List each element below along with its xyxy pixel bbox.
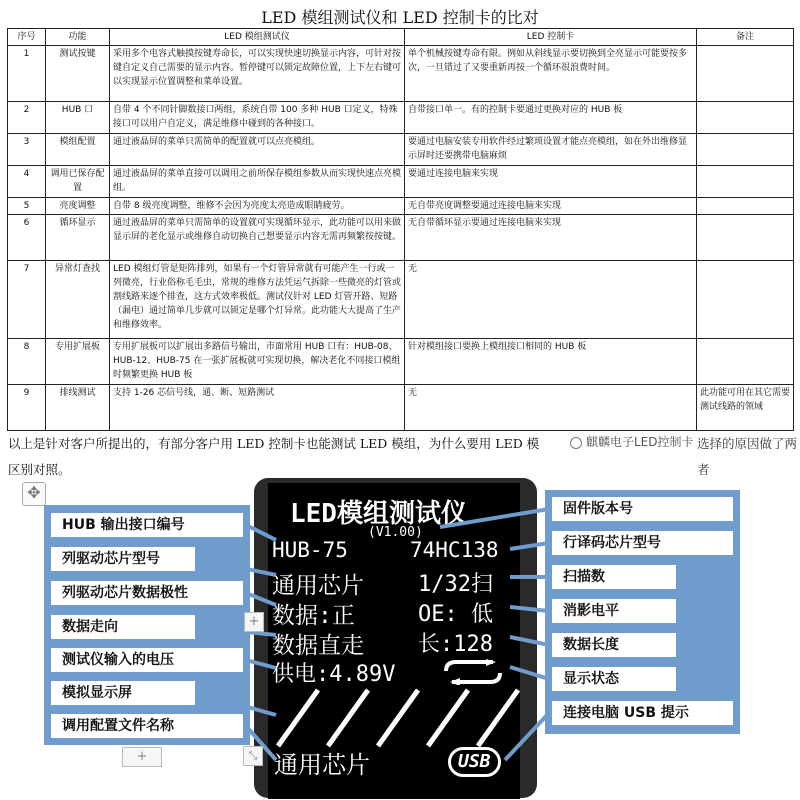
callout-line [510, 667, 549, 679]
header-card: LED 控制卡 [405, 29, 697, 46]
paragraph-line-1-tail: 选择的原因做了两者 [697, 436, 798, 477]
cell-card: 针对模组接口要换上模组接口相同的 HUB 板 [405, 339, 697, 385]
lcd-config-name: 通用芯片 [274, 751, 370, 779]
cell-tester: 采用多个电容式触摸按键寿命长，可以实现快速切换显示内容，可针对按键自定义自己需要的显示内容。暂停键可以锁定故障位置，上下左右键可以实现显示位置调整和菜单设置。 [110, 46, 405, 102]
cell-no: 5 [8, 198, 46, 215]
cell-tester: 支持 1-26 芯信号线，通、断、短路测试 [110, 385, 405, 431]
cell-card: 要通过连接电脑来实现 [405, 166, 697, 198]
callout-line [246, 660, 276, 668]
label-simulated-screen: 模拟显示屏 [48, 678, 198, 708]
cell-note: 此功能可用在其它需要测试线路的领域 [697, 385, 794, 431]
callout-line [440, 509, 549, 527]
label-row-decoder: 行译码芯片型号 [549, 528, 736, 558]
lcd-data-direction: 数据直走 [272, 633, 364, 659]
paragraph-line-2: 区别对照。 [8, 462, 71, 477]
lcd-data-polarity: 数据:正 [272, 603, 355, 629]
cell-no: 9 [8, 385, 46, 431]
label-oe-level: 消影电平 [549, 596, 679, 626]
cell-function: 调用已保存配置 [46, 166, 110, 198]
add-row-button[interactable]: + [244, 612, 264, 632]
label-hub-port: HUB 输出接口编号 [48, 510, 246, 540]
cell-function: HUB 口 [46, 102, 110, 134]
label-data-polarity: 列驱动芯片数据极性 [48, 578, 246, 608]
paragraph-line-1: 以上是针对客户所提出的，有部分客户用 LED 控制卡也能测试 LED 模组，为什么要用 LED 模 [8, 436, 540, 451]
lcd-title: LED模组测试仪 [290, 499, 467, 529]
cell-card: 无 [405, 261, 697, 339]
cell-tester: 通过液晶屏的菜单只需简单的配置就可以点亮模组。 [110, 134, 405, 166]
watermark-text: 麒麟电子LED控制卡 [586, 435, 694, 449]
label-usb-hint: 连接电脑 USB 提示 [549, 698, 736, 728]
header-no: 序号 [8, 29, 46, 46]
label-input-voltage: 测试仪输入的电压 [48, 645, 246, 675]
cell-no: 1 [8, 46, 46, 102]
cell-no: 8 [8, 339, 46, 385]
cell-no: 6 [8, 215, 46, 261]
add-button[interactable]: + [122, 747, 162, 767]
cell-tester: 通过液晶屏的菜单只需简单的设置就可实现循环显示，此功能可以用来做显示屏的老化显示或维修自动切换自己想要显示内容无需再频繁按按键。 [110, 215, 405, 261]
cell-card: 无自带亮度调整要通过连接电脑来实现 [405, 198, 697, 215]
label-data-direction: 数据走向 [48, 612, 198, 642]
label-data-length: 数据长度 [549, 630, 679, 660]
label-scan-count: 扫描数 [549, 562, 679, 592]
header-tester: LED 模组测试仪 [110, 29, 405, 46]
cell-card: 自带接口单一。有的控制卡要通过更换对应的 HUB 板 [405, 102, 697, 134]
callout-line [510, 543, 549, 549]
lcd-scan: 1/32扫 [418, 572, 493, 597]
label-firmware-version: 固件版本号 [549, 494, 736, 524]
cell-function: 亮度调整 [46, 198, 110, 215]
document-title: LED 模组测试仪和 LED 控制卡的比对 [261, 8, 539, 27]
callout-line [510, 637, 549, 645]
cell-tester: 通过液晶屏的菜单直接可以调用之前所保存模组参数从而实现快速点亮模组。 [110, 166, 405, 198]
cell-function: 循环显示 [46, 215, 110, 261]
cell-card: 无自带循环显示要通过连接电脑来实现 [405, 215, 697, 261]
callout-line [198, 627, 276, 635]
cell-no: 2 [8, 102, 46, 134]
callout-line [198, 559, 276, 575]
lcd-driver-chip: 通用芯片 [272, 573, 364, 599]
cell-card: 要通过电脑安装专用软件经过繁琐设置才能点亮模组，如在外出维修显示屏时还要携带电脑麻烦 [405, 134, 697, 166]
cell-tester: 自带 8 级亮度调整，维修不会因为亮度太亮造成眼睛疲劳。 [110, 198, 405, 215]
label-config-file: 调用配置文件名称 [48, 711, 246, 741]
cell-tester: LED 模组灯管是矩阵排列，如果有一个灯管异常就有可能产生一行或一列微亮，行业俗称毛毛虫，常规的维修方法凭运气拆除一些微亮的灯管或割线路来逐个排查，这方式效率极低。测试仪针对 LED 灯管开路、短路（漏电）通过简单几步就可以锁定是哪个灯异常。此功能大大提高了生产和维修效率。 [110, 261, 405, 339]
callout-line [510, 607, 549, 611]
lcd-oe: OE: 低 [418, 602, 493, 627]
label-column-driver: 列驱动芯片型号 [48, 544, 198, 574]
cell-no: 7 [8, 261, 46, 339]
lcd-version: (V1.00) [368, 525, 423, 540]
header-function: 功能 [46, 29, 110, 46]
cell-tester: 专用扩展板可以扩展出多路信号输出，市面常用 HUB 口有：HUB-08、HUB-12、HUB-75 在一张扩展板就可实现切换，解决老化不同接口模组时频繁更换 HUB 板 [110, 339, 405, 385]
label-display-status: 显示状态 [549, 664, 679, 694]
cell-no: 3 [8, 134, 46, 166]
cell-function: 模组配置 [46, 134, 110, 166]
lcd-length: 长:128 [418, 632, 493, 657]
lcd-voltage: 供电:4.89V [272, 662, 396, 687]
callout-line [246, 525, 276, 540]
move-handle-icon[interactable]: ✥ [22, 482, 46, 506]
cell-tester: 自带 4 个不同针脚数接口两组，系统自带 100 多种 HUB 口定义，特殊接口可以用户自定义，满足维修中碰到的各种接口。 [110, 102, 405, 134]
cell-no: 4 [8, 166, 46, 198]
cell-function: 排线测试 [46, 385, 110, 431]
usb-icon: USB [448, 747, 501, 777]
callout-line [246, 593, 276, 605]
cell-card: 单个机械按键寿命有限。例如从斜线显示要切换到全亮显示可能要按多次，一旦错过了又要重新再按一个循环很浪费时间。 [405, 46, 697, 102]
callout-line [505, 713, 549, 760]
resize-handle-icon[interactable]: ⤡ [243, 746, 263, 766]
callout-line [198, 693, 276, 715]
cell-card: 无 [405, 385, 697, 431]
cell-function: 测试按键 [46, 46, 110, 102]
lcd-hub: HUB-75 [272, 538, 348, 562]
cell-function: 异常灯查找 [46, 261, 110, 339]
header-note: 备注 [697, 29, 794, 46]
cell-function: 专用扩展板 [46, 339, 110, 385]
lcd-row-decoder: 74HC138 [410, 538, 499, 562]
